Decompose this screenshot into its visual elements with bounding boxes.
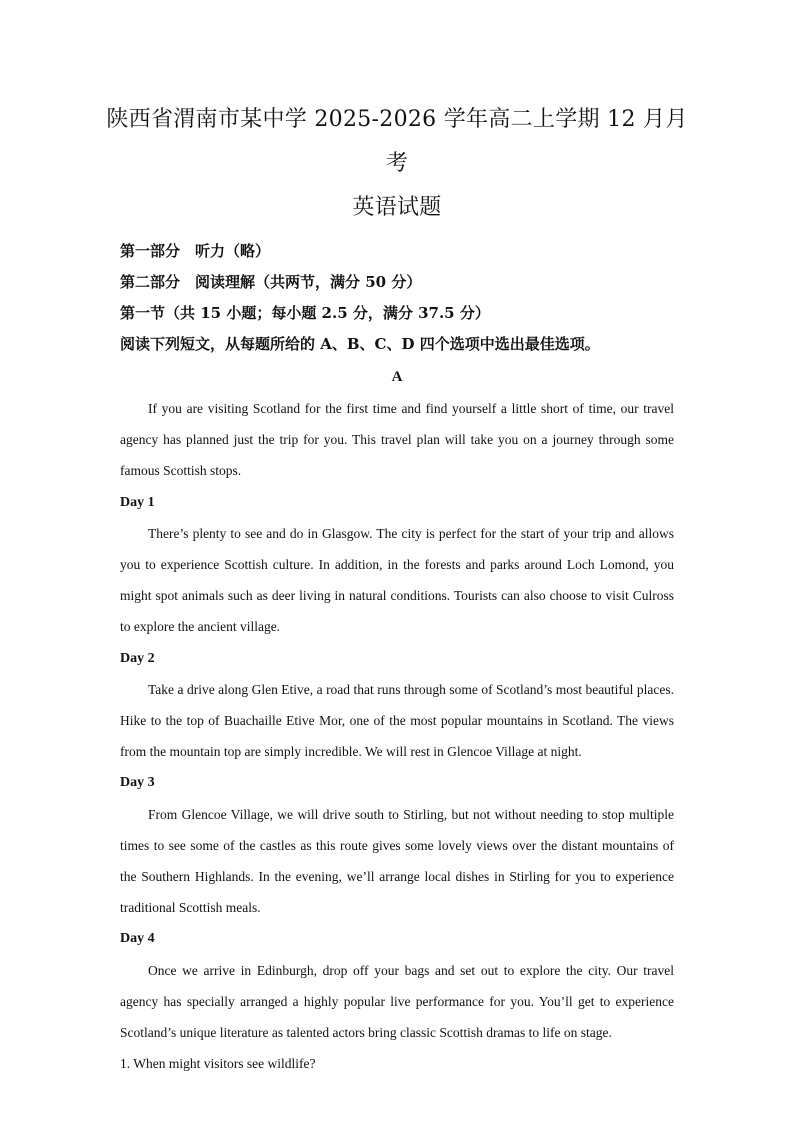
passage-intro: If you are visiting Scotland for the first time and find yourself a little short of time, our travel agency has planned just the trip for you. This travel plan will take you on a journey through some famous Scottish stops.	[120, 401, 674, 479]
day-1-label: Day 1	[120, 494, 155, 510]
instructions: 阅读下列短文，从每题所给的 A、B、C、D 四个选项中选出最佳选项。	[120, 335, 600, 353]
part1-heading: 第一部分 听力（略）	[120, 242, 271, 260]
section1-heading: 第一节（共 15 小题；每小题 2.5 分，满分 37.5 分）	[120, 304, 490, 322]
day-2-text: Take a drive along Glen Etive, a road that runs through some of Scotland’s most beautiful places. Hike to the top of Buachaille Etive Mor, one of the most popular mountains in Scotland. The views from the mountain top are simply incredible. We will rest in Glencoe Village at night.	[120, 681, 674, 760]
day-2-label: Day 2	[120, 650, 155, 666]
passage-label: A	[391, 369, 403, 385]
day-4-text: Once we arrive in Edinburgh, drop off your bags and set out to explore the city. Our travel agency has specially arranged a highly popular live performance for you. You’ll get to experience Scotland’s unique literature as talented actors bring classic Scottish dramas to life on stage.	[120, 962, 674, 1041]
exam-subtitle: 英语试题	[352, 195, 442, 220]
day-1-text: There’s plenty to see and do in Glasgow. The city is perfect for the start of your trip and allows you to experience Scottish culture. In addition, in the forests and parks around Loch Lomond, you might spot animals such as deer living in natural conditions. Tourists can also choose to visit Culross to explore the ancient village.	[120, 525, 674, 635]
exam-title: 陕西省渭南市某中学 2025-2026 学年高二上学期 12 月月考	[106, 107, 688, 176]
day-3-label: Day 3	[120, 775, 155, 791]
question-1: 1. When might visitors see wildlife?	[120, 1056, 316, 1072]
day-3-text: From Glencoe Village, we will drive south to Stirling, but not without needing to stop multiple times to see some of the castles as this route gives some lovely views over the distant mountains of the Southern Highlands. In the evening, we’ll arrange local dishes in Stirling for you to experience traditional Scottish meals.	[120, 806, 674, 916]
day-4-label: Day 4	[120, 931, 155, 947]
part2-heading: 第二部分 阅读理解（共两节，满分 50 分）	[120, 273, 422, 291]
page-content	[106, 98, 688, 1079]
